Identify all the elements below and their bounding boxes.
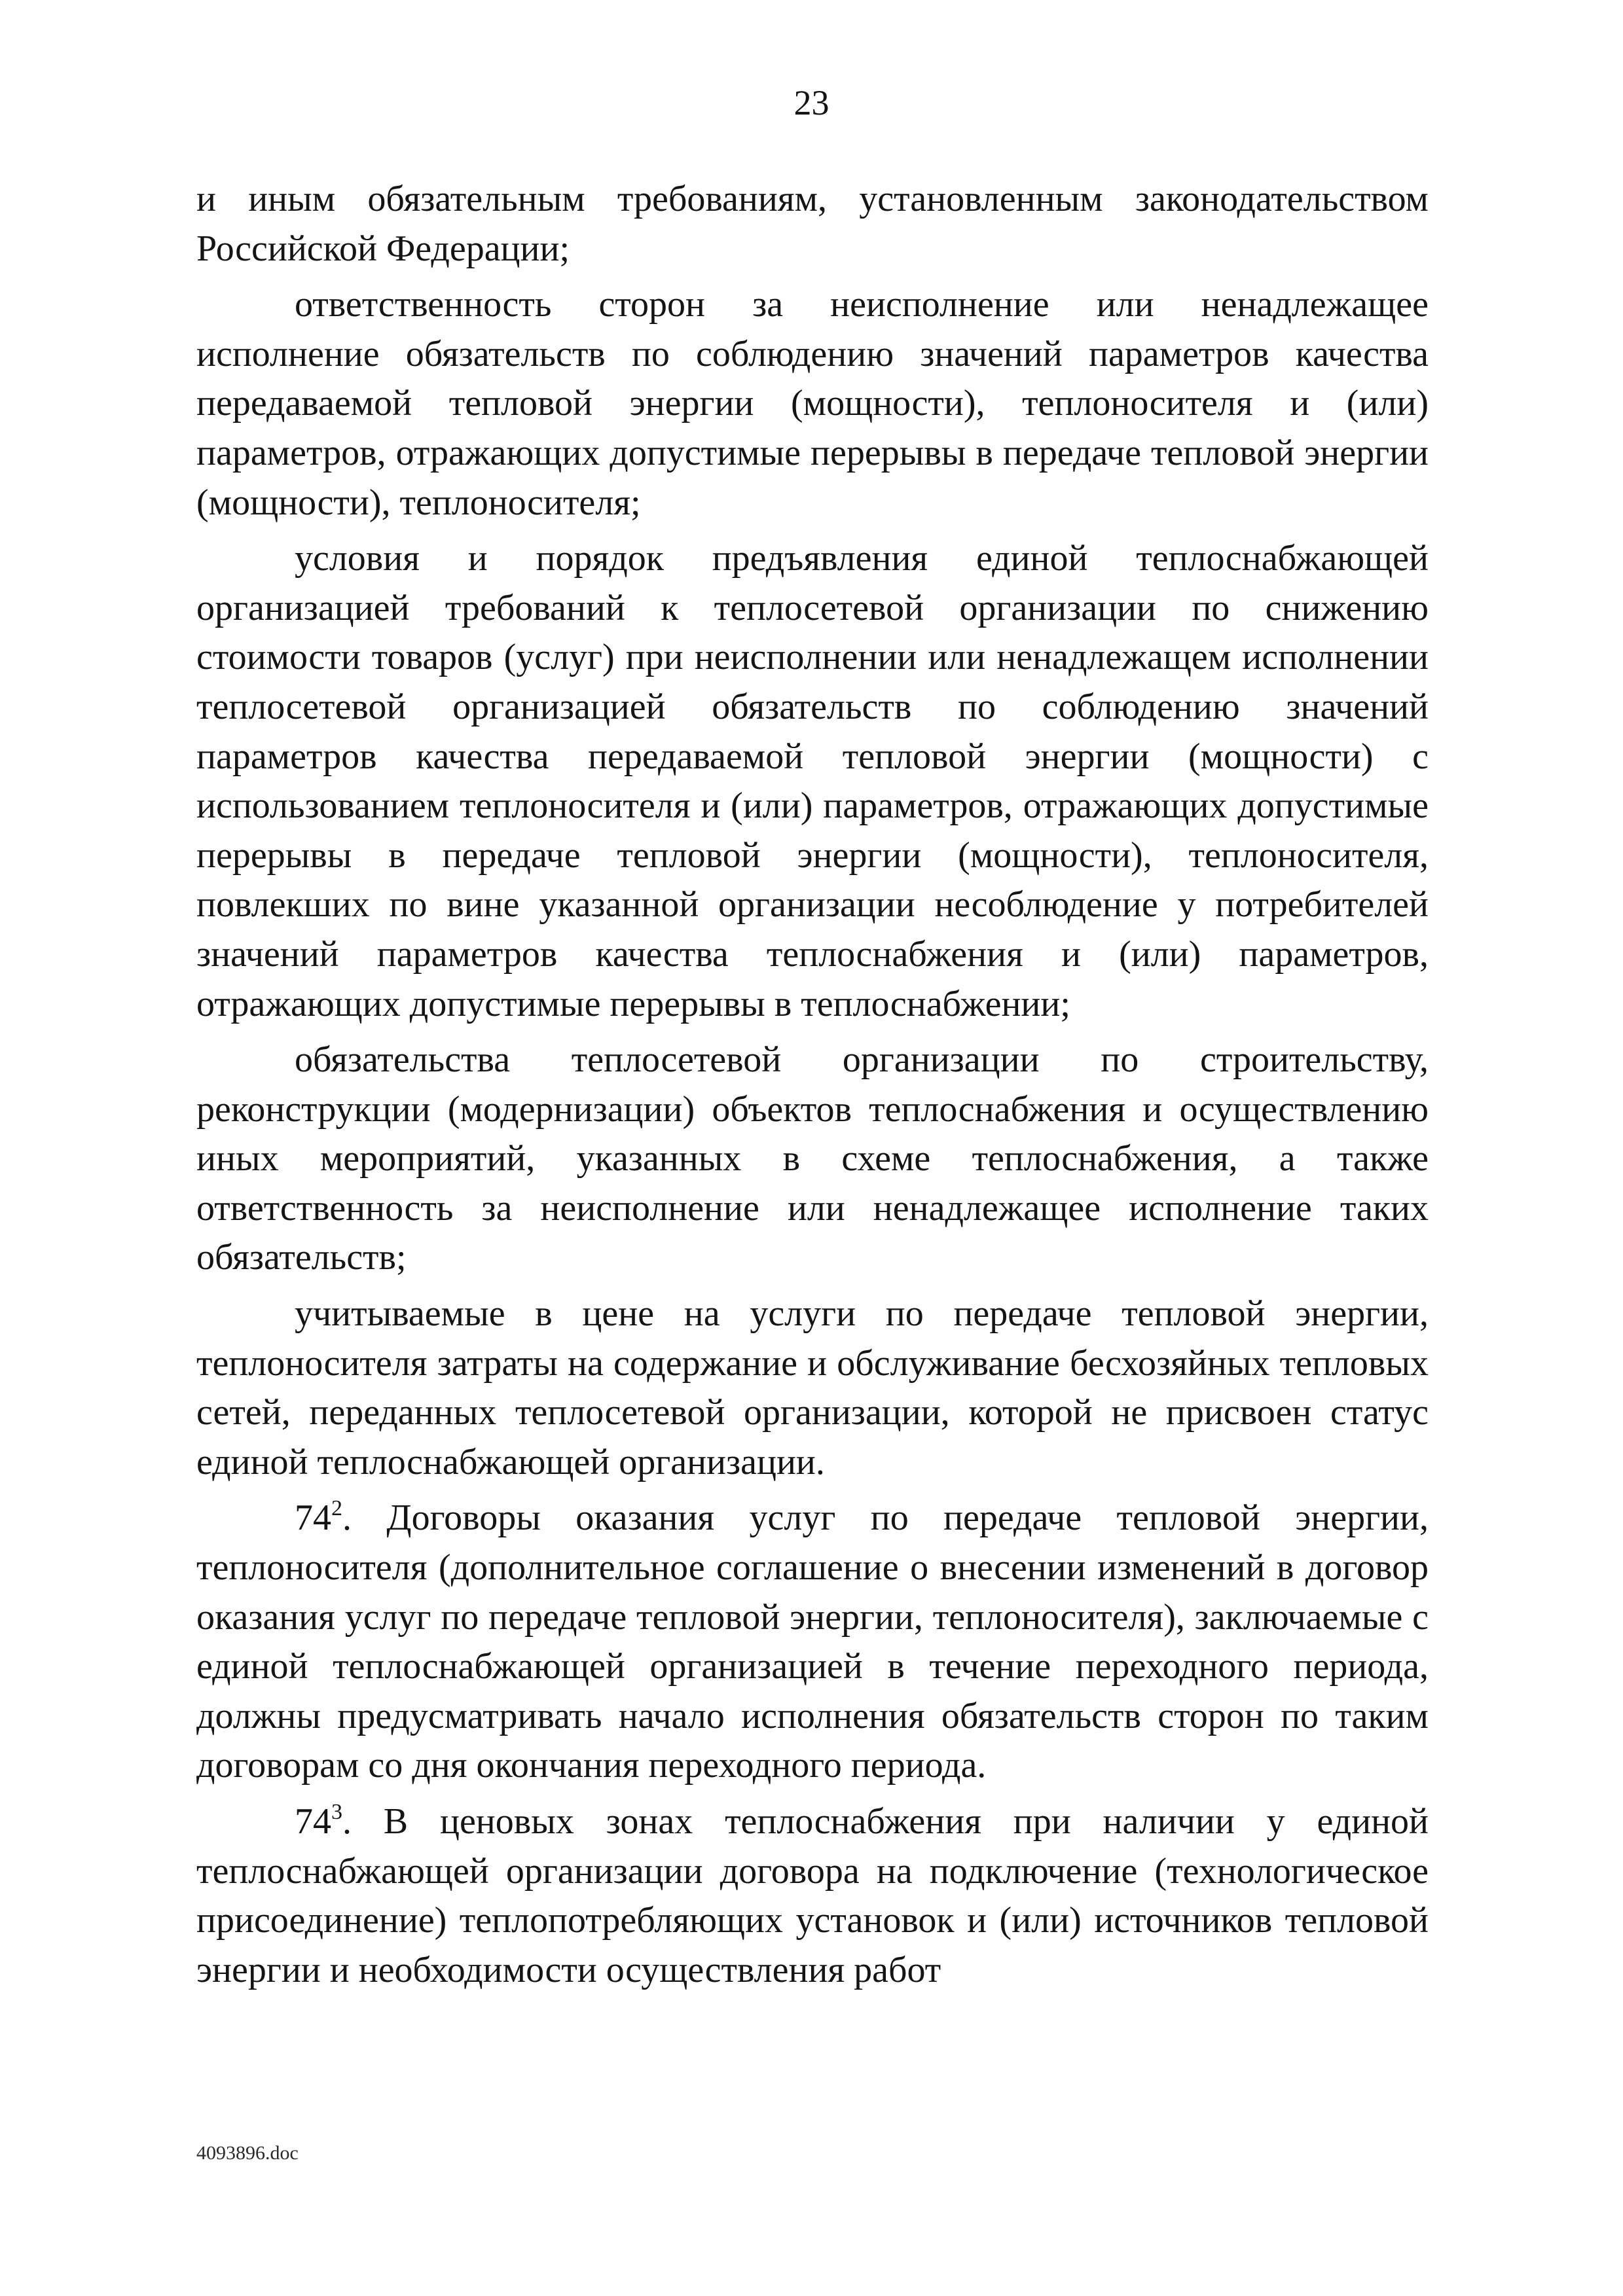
clause-number: 74	[295, 1801, 331, 1842]
document-body	[196, 175, 1429, 1995]
paragraph-construction-obligations: обязательства теплосетевой организации по строительству, реконструкции (модернизации) объектов теплоснабжения и осуществлению иных мероприятий, указанных в схеме теплоснабжения, а также ответственность за неисполнение или ненадлежащее исполнение таких обязательств;	[196, 1039, 1429, 1278]
clause-74-3	[196, 1797, 1429, 1995]
clause-text: . Договоры оказания услуг по передаче тепловой энергии, теплоносителя (дополнительное соглашение о внесении изменений в договор оказания услуг по передаче тепловой энергии, теплоносителя), заключаемые с единой теплоснабжающей организацией в течение переходного периода, должны предусматривать начало исполнения обязательств сторон по таким договорам со дня окончания переходного периода.	[196, 1498, 1429, 1786]
page-number: 23	[793, 83, 830, 122]
paragraph-continuation: и иным обязательным требованиям, установленным законодательством Российской Федерации;	[196, 179, 1429, 269]
clause-superscript: 2	[331, 1496, 342, 1521]
clause-superscript: 3	[331, 1800, 342, 1824]
paragraph-claims-procedure: условия и порядок предъявления единой теплоснабжающей организацией требований к теплосетевой организации по снижению стоимости товаров (услуг) при неисполнении или ненадлежащем исполнении теплосетевой организацией обязательств по соблюдению значений параметров качества передаваемой тепловой энергии (мощности) с использованием теплоносителя и (или) параметров, отражающих допустимые перерывы в передаче тепловой энергии (мощности), теплоносителя, повлекших по вине указанной организации несоблюдение у потребителей значений параметров качества теплоснабжения и (или) параметров, отражающих допустимые перерывы в теплоснабжении;	[196, 538, 1429, 1024]
clause-74-2	[196, 1494, 1429, 1791]
paragraph-ownerless-networks-costs: учитываемые в цене на услуги по передаче тепловой энергии, теплоносителя затраты на содержание и обслуживание бесхозяйных тепловых сетей, переданных теплосетевой организации, которой не присвоен статус единой теплоснабжающей организации.	[196, 1293, 1429, 1482]
clause-number: 74	[295, 1498, 331, 1539]
file-name-footer: 4093896.doc	[196, 2142, 299, 2164]
clause-text: . В ценовых зонах теплоснабжения при наличии у единой теплоснабжающей организации договора на подключение (технологическое присоединение) теплопотребляющих установок и (или) источников тепловой энергии и необходимости осуществления работ	[196, 1801, 1429, 1990]
paragraph-liability: ответственность сторон за неисполнение или ненадлежащее исполнение обязательств по соблюдению значений параметров качества передаваемой тепловой энергии (мощности), теплоносителя и (или) параметров, отражающих допустимые перерывы в передаче тепловой энергии (мощности), теплоносителя;	[196, 284, 1429, 523]
